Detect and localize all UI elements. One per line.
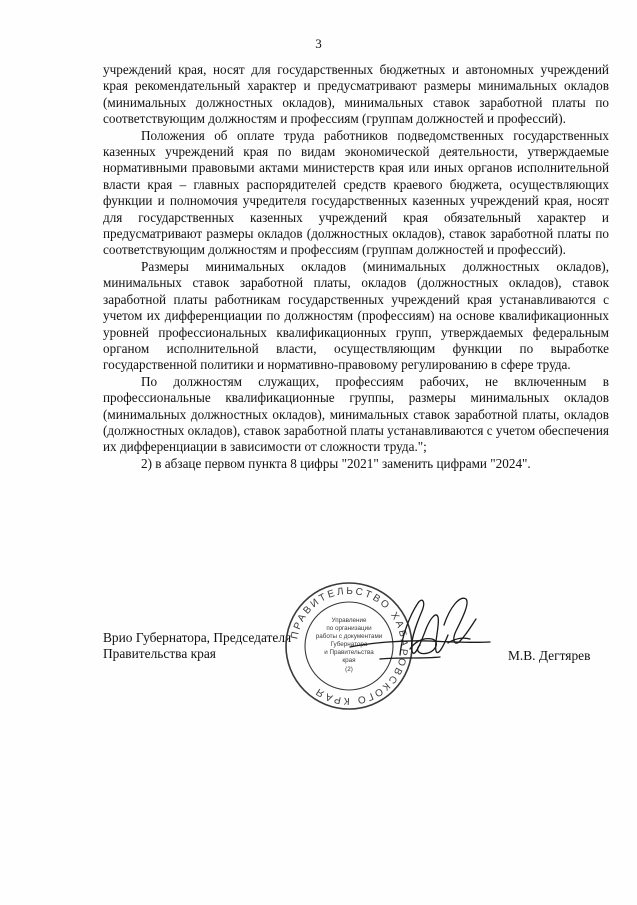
paragraph-2: Положения об оплате труда работников подведомственных государственных казенных учреждений края по видам экономической деятельности, утверждаемые нормативными правовыми актами министерств края или иных органов исполнительной власти края – главных распорядителей средств краевого бюджета, осуществляющих функции и полномочия учредителя государственных казенных учреждений края, носят для государственных казенных учреждений края обязательный характер и предусматривают размеры окладов (должностных окладов), ставок заработной платы по соответствующим должностям и профессиям (группам должностей и профессий). [103, 127, 609, 258]
paragraph-3: Размеры минимальных окладов (минимальных должностных окладов), минимальных ставок заработной платы, окладов (должностных окладов), ставок заработной платы работникам государственных учреждений края устанавливаются с учетом их дифференциации по должностям (профессиям) на основе квалификационных уровней профессиональных квалификационных групп, утверждаемых федеральным органом исполнительной власти, осуществляющим функции по выработке государственной политики и нормативно-правовому регулированию в сфере труда. [103, 258, 609, 373]
signatory-position-line-1: Врио Губернатора, Председателя [103, 630, 292, 645]
svg-text:работы с документами: работы с документами [315, 633, 383, 640]
svg-text:края: края [342, 657, 356, 664]
page-number: 3 [315, 36, 322, 51]
handwritten-signature [340, 585, 500, 675]
svg-text:(2): (2) [345, 666, 353, 673]
signatory-position-line-2: Правительства края [103, 646, 216, 661]
signatory-position [103, 630, 303, 662]
svg-text:по организации: по организации [326, 625, 372, 632]
svg-text:Управление: Управление [331, 617, 367, 624]
svg-text:и Правительства: и Правительства [324, 649, 374, 656]
paragraph-5: 2) в абзаце первом пункта 8 цифры "2021" заменить цифрами "2024". [141, 455, 531, 471]
svg-text:Губернатора: Губернатора [330, 641, 368, 648]
signatory-name: М.В. Дегтярев [508, 648, 591, 663]
document-body [103, 62, 609, 472]
paragraph-4: По должностям служащих, профессиям рабочих, не включенным в профессиональные квалификационные группы, размеры минимальных окладов (минимальных должностных окладов), минимальных ставок заработной платы, окладов (должностных окладов), ставок заработной платы устанавливаются с учетом обеспечения их дифференциации в зависимости от сложности труда."; [103, 373, 609, 455]
paragraph-1: учреждений края, носят для государственных бюджетных и автономных учреждений края рекомендательный характер и предусматривают размеры минимальных окладов (минимальных должностных окладов), минимальных ставок заработной платы по соответствующим должностям и профессиям (группам должностей и профессий). [103, 62, 609, 127]
stamp-ring-text: ПРАВИТЕЛЬСТВО ХАБАРОВСКОГО КРАЯ [289, 585, 410, 707]
